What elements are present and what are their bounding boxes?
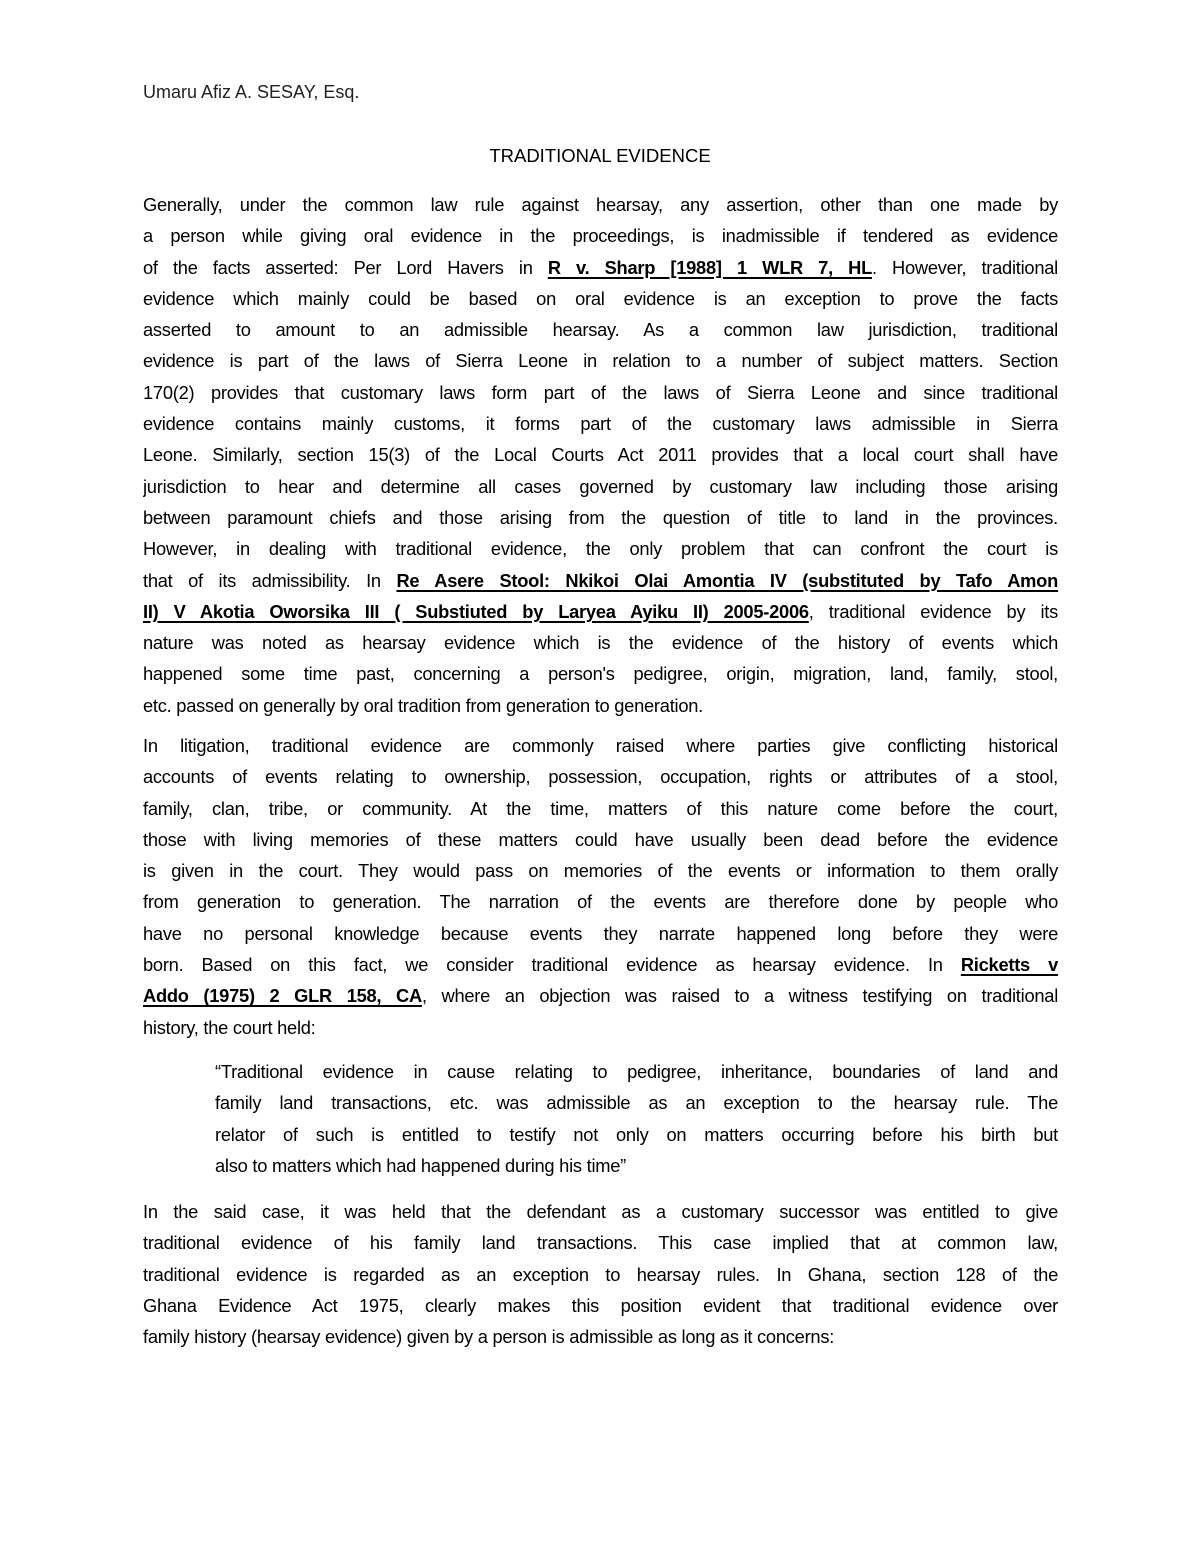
paragraph-3 [143,1196,1058,1352]
text-line [143,1259,1058,1290]
text-segment: accounts of events relating to ownership, possession, occupation, rights or attributes of a stool, [143,766,1058,788]
text-line [143,627,1058,658]
text-segment: traditional evidence is regarded as an exception to hearsay rules. In Ghana, section 128 of the [143,1263,1058,1285]
text-line [143,690,1058,721]
text-segment: In the said case, it was held that the defendant as a customary successor was entitled to give [143,1201,1058,1222]
text-line [143,658,1058,689]
text-line [143,1012,1058,1043]
text-line [215,1056,1058,1087]
text-segment: family land transactions, etc. was admissible as an exception to the hearsay rule. The [215,1092,1058,1114]
text-line [143,314,1058,345]
text-line [143,345,1058,376]
text-segment: evidence contains mainly customs, it forms part of the customary laws admissible in Sierra [143,413,1058,435]
text-segment: born. Based on this fact, we consider traditional evidence as hearsay evidence. In [143,954,961,976]
case-citation-link[interactable]: Ricketts v [960,954,1058,976]
text-segment: . However, traditional [872,256,1058,278]
text-line [143,980,1058,1011]
text-segment: In litigation, traditional evidence are commonly raised where parties give conflicting historical [143,735,1058,756]
text-segment: 170(2) provides that customary laws form part of the laws of Sierra Leone and since traditional [143,381,1058,403]
text-segment: family history (hearsay evidence) given by a person is admissible as long as it concerns: [143,1326,835,1348]
text-line [143,730,1058,761]
text-segment: Generally, under the common law rule against hearsay, any assertion, other than one made by [143,194,1058,215]
text-line [215,1150,1058,1181]
text-line [143,377,1058,408]
text-segment: jurisdiction to hear and determine all cases governed by customary law including those arising [143,475,1058,497]
case-citation-link[interactable]: II) V Akotia Oworsika III ( Substiuted by Laryea Ayiku II) 2005-2006 [143,600,809,622]
text-line [143,502,1058,533]
paragraph-1 [143,189,1058,721]
text-segment: that of its admissibility. In [143,569,397,591]
text-line [143,408,1058,439]
text-line [143,439,1058,470]
text-segment: However, in dealing with traditional evidence, the only problem that can confront the court is [143,538,1058,560]
text-segment: traditional evidence of his family land transactions. This case implied that at common law, [143,1232,1058,1254]
case-citation-link[interactable]: Re Asere Stool: Nkikoi Olai Amontia IV (substituted by Tafo Amon [396,569,1058,591]
text-segment: have no personal knowledge because events they narrate happened long before they were [143,922,1058,944]
text-segment: evidence which mainly could be based on oral evidence is an exception to prove the facts [143,287,1058,309]
text-segment: evidence is part of the laws of Sierra Leone in relation to a number of subject matters. Section [143,350,1058,372]
text-segment: , where an objection was raised to a witness testifying on traditional [421,985,1058,1007]
document-author-header: Umaru Afiz A. SESAY, Esq. [143,82,360,102]
text-segment: asserted to amount to an admissible hearsay. As a common law jurisdiction, traditional [143,319,1058,341]
text-line [143,1227,1058,1258]
case-citation-link[interactable]: Addo (1975) 2 GLR 158, CA [143,985,422,1007]
text-line [143,189,1058,220]
text-segment: of the facts asserted: Per Lord Havers in [143,256,548,278]
text-line [143,855,1058,886]
text-line [215,1087,1058,1118]
text-line [143,220,1058,251]
text-segment: is given in the court. They would pass on memories of the events or information to them orally [143,860,1058,882]
text-line [143,596,1058,627]
block-quote [215,1056,1058,1181]
text-line [143,252,1058,283]
text-line [143,1290,1058,1321]
text-line [143,1196,1058,1227]
text-segment: relator of such is entitled to testify not only on matters occurring before his birth but [215,1123,1058,1145]
text-line [143,565,1058,596]
text-segment: history, the court held: [143,1016,316,1038]
text-line [143,471,1058,502]
text-line [143,533,1058,564]
text-segment: Leone. Similarly, section 15(3) of the Local Courts Act 2011 provides that a local court shall have [143,444,1058,466]
text-line [143,886,1058,917]
text-line [143,761,1058,792]
text-line [143,824,1058,855]
text-segment: etc. passed on generally by oral tradition from generation to generation. [143,694,703,716]
text-segment: a person while giving oral evidence in the proceedings, is inadmissible if tendered as evidence [143,225,1058,247]
text-segment: also to matters which had happened during his time” [215,1154,627,1176]
text-line [143,283,1058,314]
text-line [215,1119,1058,1150]
text-segment: Ghana Evidence Act 1975, clearly makes this position evident that traditional evidence over [143,1294,1058,1316]
text-segment: between paramount chiefs and those arising from the question of title to land in the provinces. [143,506,1058,528]
case-citation-link[interactable]: R v. Sharp [1988] 1 WLR 7, HL [547,256,872,278]
text-segment: from generation to generation. The narration of the events are therefore done by people who [143,891,1058,913]
text-line [143,793,1058,824]
text-segment: “Traditional evidence in cause relating to pedigree, inheritance, boundaries of land and [215,1061,1058,1082]
text-segment: happened some time past, concerning a person's pedigree, origin, migration, land, family, stool, [143,663,1058,685]
text-segment: those with living memories of these matters could have usually been dead before the evidence [143,828,1058,850]
paragraph-2 [143,730,1058,1043]
text-segment: nature was noted as hearsay evidence which is the evidence of the history of events which [143,632,1058,654]
text-line [143,949,1058,980]
text-line [143,1321,1058,1352]
document-title: TRADITIONAL EVIDENCE [489,145,711,166]
text-segment: , traditional evidence by its [808,600,1058,622]
text-line [143,918,1058,949]
text-segment: family, clan, tribe, or community. At the time, matters of this nature come before the court, [143,797,1058,819]
